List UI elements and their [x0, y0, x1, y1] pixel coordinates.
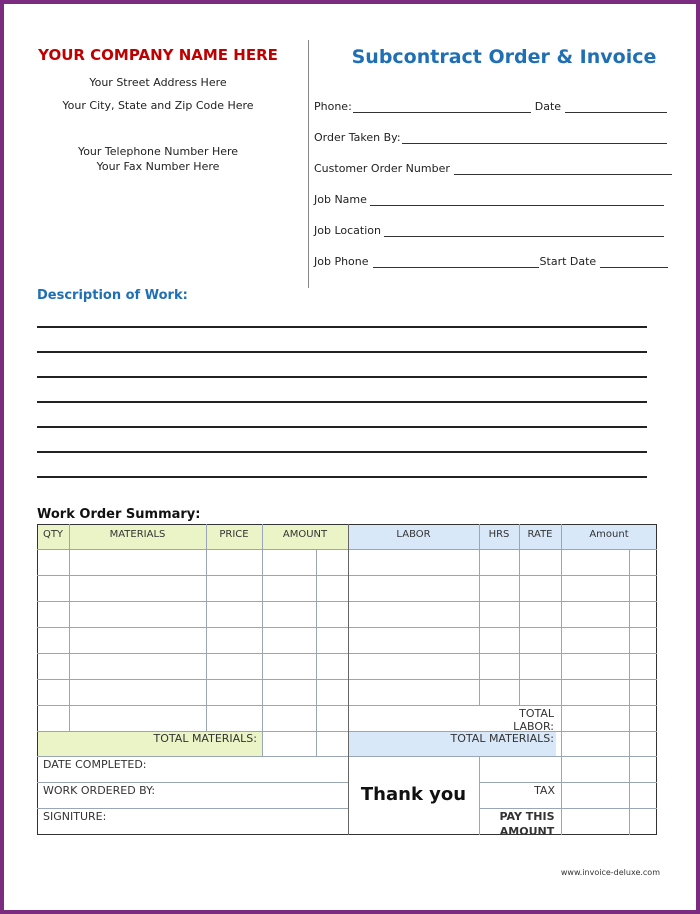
date-label: Date [534, 100, 562, 113]
invoice-page [4, 4, 696, 910]
description-title: Description of Work: [37, 288, 188, 303]
price-header: PRICE [219, 529, 249, 540]
job-name-field[interactable] [314, 192, 664, 206]
description-line[interactable] [37, 476, 647, 478]
customer-order-number-label: Customer Order Number [314, 162, 450, 175]
order-taken-by-label: Order Taken By: [314, 131, 401, 144]
customer-order-number-line[interactable] [454, 163, 672, 175]
company-city: Your City, State and Zip Code Here [62, 99, 254, 112]
phone-line[interactable] [353, 101, 531, 113]
pay-this-amount-label: PAY THIS AMOUNT [499, 810, 555, 838]
description-line[interactable] [37, 426, 647, 428]
order-taken-by-line[interactable] [402, 132, 667, 144]
job-phone-label: Job Phone [314, 255, 369, 268]
customer-order-number-field[interactable] [314, 161, 672, 175]
job-name-label: Job Name [314, 193, 367, 206]
company-street: Your Street Address Here [89, 76, 227, 89]
labor-header: LABOR [396, 529, 431, 540]
description-line[interactable] [37, 326, 647, 328]
company-name: YOUR COMPANY NAME HERE [38, 46, 278, 64]
job-name-line[interactable] [370, 194, 664, 206]
work-ordered-by-label: WORK ORDERED BY: [43, 784, 156, 797]
description-line[interactable] [37, 401, 647, 403]
job-location-line[interactable] [384, 225, 664, 237]
start-date-label: Start Date [539, 255, 597, 268]
date-completed-label: DATE COMPLETED: [43, 758, 147, 771]
order-taken-by-field[interactable] [314, 130, 667, 144]
total-materials-left-label: TOTAL MATERIALS: [153, 732, 257, 745]
thank-you-text: Thank you [360, 784, 467, 805]
header-divider [308, 40, 309, 288]
amount-header: AMOUNT [282, 529, 328, 540]
description-line[interactable] [37, 351, 647, 353]
job-phone-line[interactable] [373, 256, 539, 268]
description-line[interactable] [37, 451, 647, 453]
date-line[interactable] [565, 101, 667, 113]
qty-header: QTY [42, 529, 64, 540]
total-labor-label: TOTAL LABOR: [513, 707, 554, 733]
total-materials-right-label: TOTAL MATERIALS: [450, 732, 554, 745]
phone-label: Phone: [314, 100, 352, 113]
rate-header: RATE [527, 529, 553, 540]
description-line[interactable] [37, 376, 647, 378]
summary-title: Work Order Summary: [37, 507, 201, 522]
table-grid-lines [37, 524, 657, 835]
document-title: Subcontract Order & Invoice [351, 46, 657, 68]
amount2-header: Amount [589, 529, 629, 540]
footer-website[interactable]: www.invoice-deluxe.com [560, 868, 660, 877]
tax-label: TAX [534, 784, 555, 797]
signiture-label: SIGNITURE: [43, 810, 107, 823]
job-location-label: Job Location [314, 224, 381, 237]
phone-field[interactable] [314, 99, 667, 113]
company-fax: Your Fax Number Here [96, 160, 220, 173]
work-order-table [37, 524, 657, 838]
job-phone-field[interactable] [314, 254, 668, 268]
company-phone: Your Telephone Number Here [77, 145, 239, 158]
hrs-header: HRS [488, 529, 510, 540]
materials-header: MATERIALS [109, 529, 166, 540]
start-date-line[interactable] [600, 256, 668, 268]
job-location-field[interactable] [314, 223, 664, 237]
